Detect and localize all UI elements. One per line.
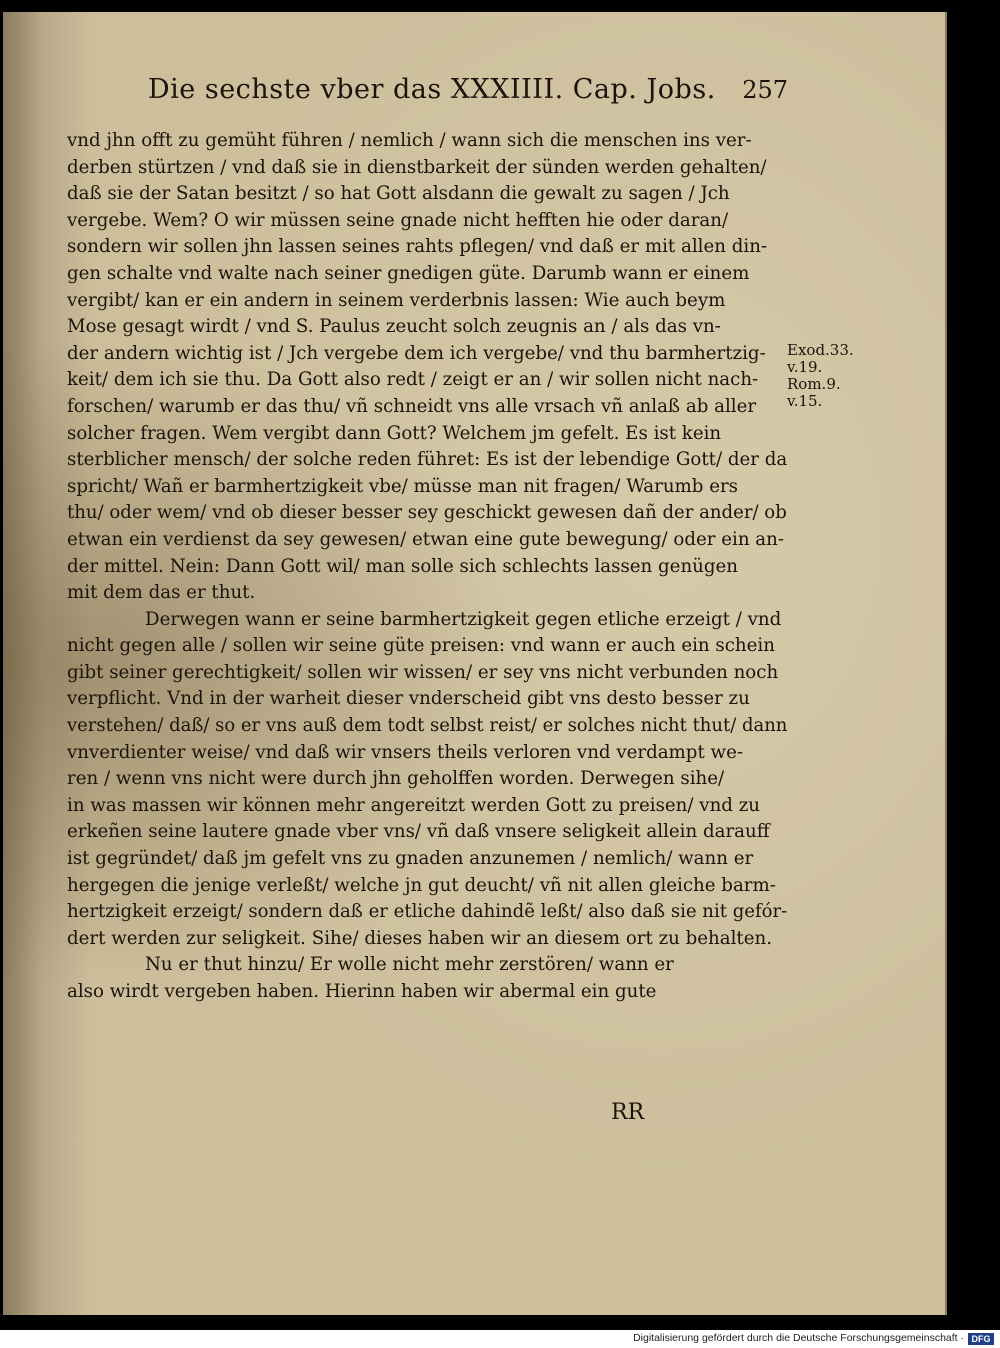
funding-credit: Digitalisierung gefördert durch die Deutsche Forschungsgemeinschaft · [633, 1332, 964, 1344]
text-line: derben stürtzen / vnd daß sie in dienstbarkeit der sünden werden gehalten/ [67, 156, 767, 178]
text-line: Mose gesagt wirdt / vnd S. Paulus zeucht solch zeugnis an / als das vn- [67, 316, 721, 338]
text-line: forschen/ warumb er das thu/ vñ schneidt vns alle vrsach vñ anlaß ab aller [67, 395, 757, 417]
paragraph-start-line: Derwegen wann er seine barmhertzigkeit gegen etliche erzeigt / vnd [145, 608, 782, 630]
text-line: verstehen/ daß/ so er vns auß dem todt selbst reist/ er solches nicht thut/ dann [67, 715, 788, 737]
text-line: hertzigkeit erzeigt/ sondern daß er etliche dahindẽ leßt/ also daß sie nit gefór- [67, 901, 788, 923]
text-line: der andern wichtig ist / Jch vergebe dem ich vergebe/ vnd thu barmhertzig- [67, 342, 766, 364]
body-text [67, 128, 787, 1006]
paragraph-start-line: Nu er thut hinzu/ Er wolle nicht mehr zerstören/ wann er [145, 954, 674, 976]
text-line: gen schalte vnd walte nach seiner gnedigen güte. Darumb wann er einem [67, 262, 750, 284]
text-line: solcher fragen. Wem vergibt dann Gott? Welchem jm gefelt. Es ist kein [67, 422, 722, 444]
text-line: verpflicht. Vnd in der warheit dieser vnderscheid gibt vns desto besser zu [67, 688, 750, 710]
margin-note: Rom.9. [787, 375, 841, 393]
text-line: nicht gegen alle / sollen wir seine güte preisen: vnd wann er auch ein schein [67, 635, 775, 657]
text-line: spricht/ Wañ er barmhertzigkeit vbe/ müsse man nit fragen/ Warumb ers [67, 475, 739, 497]
page-number: 257 [742, 76, 788, 104]
footer-bar [0, 1330, 1000, 1348]
margin-notes [787, 342, 907, 410]
text-line: daß sie der Satan besitzt / so hat Gott alsdann die gewalt zu sagen / Jch [67, 183, 730, 205]
margin-note: Exod.33. [787, 341, 854, 359]
text-line: vnd jhn offt zu gemüht führen / nemlich / wann sich die menschen ins ver- [67, 130, 752, 151]
book-page [3, 12, 947, 1315]
margin-note: v.15. [787, 392, 823, 410]
text-line: in was massen wir können mehr angereitzt werden Gott zu preisen/ vnd zu [67, 794, 761, 816]
text-line: dert werden zur seligkeit. Sihe/ dieses haben wir an diesem ort zu behalten. [67, 927, 772, 949]
text-line: der mittel. Nein: Dann Gott wil/ man solle sich schlechts lassen genügen [67, 555, 738, 577]
text-line: vergibt/ kan er ein andern in seinem verderbnis lassen: Wie auch beym [67, 289, 726, 311]
text-line: also wirdt vergeben haben. Hierinn haben wir abermal ein gute [67, 981, 657, 1002]
text-line: thu/ oder wem/ vnd ob dieser besser sey geschickt gewesen dañ der ander/ ob [67, 502, 787, 524]
text-line: etwan ein verdienst da sey gewesen/ etwan eine gute bewegung/ oder ein an- [67, 528, 785, 550]
text-line: hergegen die jenige verleßt/ welche jn gut deucht/ vñ nit allen gleiche barm- [67, 874, 776, 896]
text-line: ist gegründet/ daß jm gefelt vns zu gnaden anzunemen / nemlich/ wann er [67, 848, 754, 870]
dfg-logo: DFG [968, 1333, 994, 1345]
text-line: sondern wir sollen jhn lassen seines rahts pflegen/ vnd daß er mit allen din- [67, 236, 768, 258]
text-line: sterblicher mensch/ der solche reden führet: Es ist der lebendige Gott/ der da [67, 449, 788, 471]
catchword: RR [611, 1100, 645, 1125]
text-line: erkeñen seine lautere gnade vber vns/ vñ daß vnsere seligkeit allein darauff [67, 821, 770, 843]
margin-note: v.19. [787, 358, 823, 376]
text-line: vnverdienter weise/ vnd daß wir vnsers theils verloren vnd verdampt we- [67, 741, 744, 763]
text-line: vergebe. Wem? O wir müssen seine gnade nicht hefften hie oder daran/ [67, 209, 729, 231]
text-line: mit dem das er thut. [67, 582, 256, 604]
text-line: gibt seiner gerechtigkeit/ sollen wir wissen/ er sey vns nicht verbunden noch [67, 661, 779, 683]
running-title: Die sechste vber das XXXIIII. Cap. Jobs. [148, 74, 716, 105]
text-line: keit/ dem ich sie thu. Da Gott also redt / zeigt er an / wir sollen nicht nach- [67, 369, 759, 391]
text-line: ren / wenn vns nicht were durch jhn geholffen worden. Derwegen sihe/ [67, 768, 725, 790]
running-header [148, 74, 788, 114]
